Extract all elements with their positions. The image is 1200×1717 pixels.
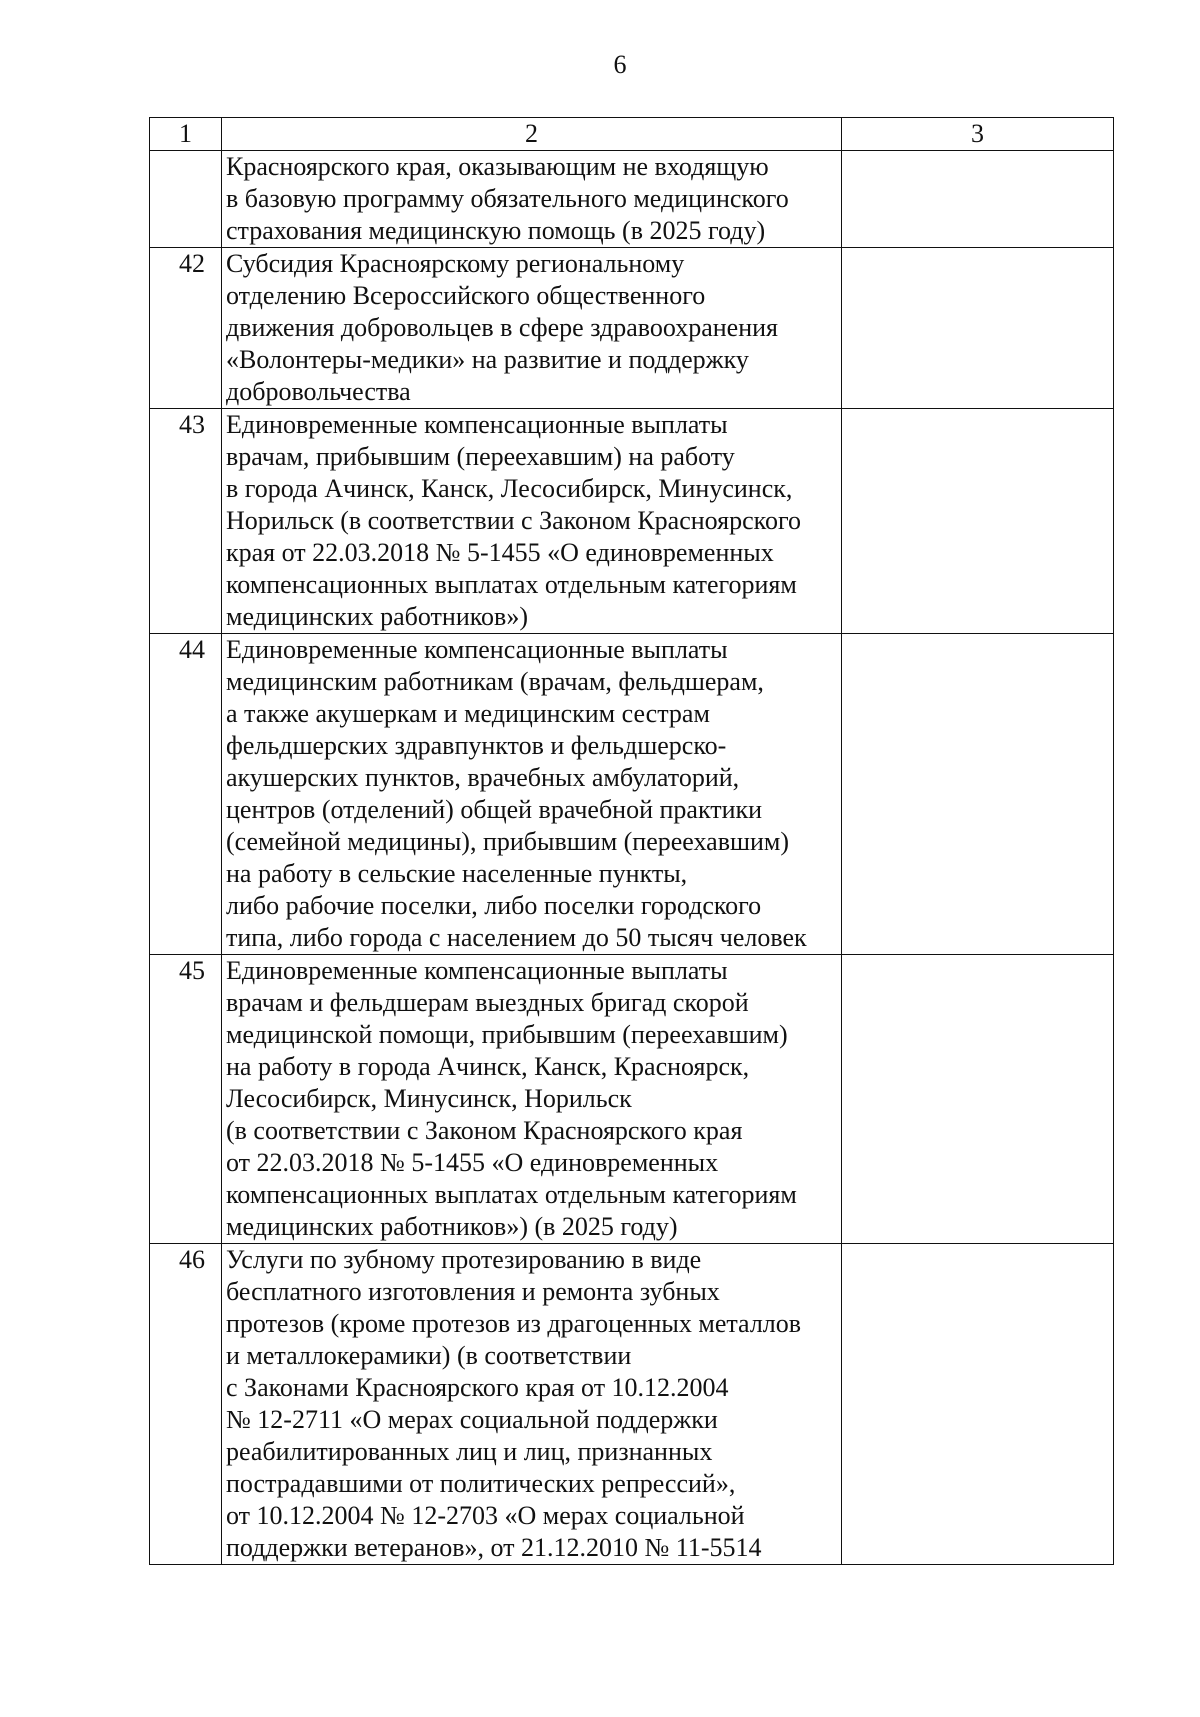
description-line: в города Ачинск, Канск, Лесосибирск, Минусинск, bbox=[226, 474, 793, 503]
description-line: медицинским работникам (врачам, фельдшерам, bbox=[226, 667, 764, 696]
description-line: на работу в города Ачинск, Канск, Красноярск, bbox=[226, 1052, 750, 1081]
table-row bbox=[150, 248, 1114, 409]
description-line: от 22.03.2018 № 5-1455 «О единовременных bbox=[226, 1148, 719, 1177]
row-col3 bbox=[842, 409, 1114, 634]
table-row bbox=[150, 634, 1114, 955]
description-line: Услуги по зубному протезированию в виде bbox=[226, 1245, 702, 1274]
description-line: № 12-2711 «О мерах социальной поддержки bbox=[226, 1405, 718, 1434]
row-col3 bbox=[842, 955, 1114, 1244]
description-line: на работу в сельские населенные пункты, bbox=[226, 859, 688, 888]
row-number: 46 bbox=[150, 1244, 222, 1565]
table-row bbox=[150, 955, 1114, 1244]
description-line: отделению Всероссийского общественного bbox=[226, 281, 706, 310]
row-number: 45 bbox=[150, 955, 222, 1244]
description-line: (семейной медицины), прибывшим (переехавшим) bbox=[226, 827, 790, 856]
description-line: либо рабочие поселки, либо поселки городского bbox=[226, 891, 762, 920]
document-table bbox=[149, 117, 1114, 1565]
row-col3 bbox=[842, 151, 1114, 248]
row-col3 bbox=[842, 634, 1114, 955]
description-line: поддержки ветеранов», от 21.12.2010 № 11-5514 bbox=[226, 1533, 762, 1562]
description-line: компенсационных выплатах отдельным категориям bbox=[226, 570, 797, 599]
table-row bbox=[150, 1244, 1114, 1565]
description-line: медицинской помощи, прибывшим (переехавшим) bbox=[226, 1020, 788, 1049]
description-line: Красноярского края, оказывающим не входящую bbox=[226, 152, 769, 181]
row-number: 44 bbox=[150, 634, 222, 955]
description-line: реабилитированных лиц и лиц, признанных bbox=[226, 1437, 713, 1466]
description-line: «Волонтеры-медики» на развитие и поддержку bbox=[226, 345, 749, 374]
row-number: 43 bbox=[150, 409, 222, 634]
table-header-row bbox=[150, 118, 1114, 151]
row-description bbox=[222, 634, 842, 955]
header-col-1: 1 bbox=[150, 118, 222, 151]
row-description bbox=[222, 1244, 842, 1565]
description-line: медицинских работников») (в 2025 году) bbox=[226, 1212, 678, 1241]
page-number: 6 bbox=[613, 50, 627, 79]
row-description bbox=[222, 409, 842, 634]
description-line: Лесосибирск, Минусинск, Норильск bbox=[226, 1084, 632, 1113]
header-col-3: 3 bbox=[842, 118, 1114, 151]
description-line: движения добровольцев в сфере здравоохранения bbox=[226, 313, 779, 342]
row-col3 bbox=[842, 1244, 1114, 1565]
description-line: (в соответствии с Законом Красноярского края bbox=[226, 1116, 743, 1145]
description-line: пострадавшими от политических репрессий», bbox=[226, 1469, 736, 1498]
row-description bbox=[222, 248, 842, 409]
description-line: акушерских пунктов, врачебных амбулаторий, bbox=[226, 763, 740, 792]
description-line: а также акушеркам и медицинским сестрам bbox=[226, 699, 710, 728]
description-line: края от 22.03.2018 № 5-1455 «О единовременных bbox=[226, 538, 774, 567]
row-number: 42 bbox=[150, 248, 222, 409]
description-line: от 10.12.2004 № 12-2703 «О мерах социальной bbox=[226, 1501, 745, 1530]
description-line: Единовременные компенсационные выплаты bbox=[226, 956, 728, 985]
row-description bbox=[222, 151, 842, 248]
description-line: с Законами Красноярского края от 10.12.2004 bbox=[226, 1373, 729, 1402]
description-line: бесплатного изготовления и ремонта зубных bbox=[226, 1277, 720, 1306]
description-line: центров (отделений) общей врачебной практики bbox=[226, 795, 763, 824]
description-line: врачам и фельдшерам выездных бригад скорой bbox=[226, 988, 749, 1017]
description-line: Единовременные компенсационные выплаты bbox=[226, 635, 728, 664]
description-line: компенсационных выплатах отдельным категориям bbox=[226, 1180, 797, 1209]
description-line: и металлокерамики) (в соответствии bbox=[226, 1341, 632, 1370]
description-line: медицинских работников») bbox=[226, 602, 528, 631]
header-col-2: 2 bbox=[222, 118, 842, 151]
description-line: фельдшерских здравпунктов и фельдшерско- bbox=[226, 731, 727, 760]
description-line: типа, либо города с населением до 50 тысяч человек bbox=[226, 923, 807, 952]
description-line: протезов (кроме протезов из драгоценных металлов bbox=[226, 1309, 802, 1338]
description-line: Субсидия Красноярскому региональному bbox=[226, 249, 685, 278]
description-line: врачам, прибывшим (переехавшим) на работу bbox=[226, 442, 735, 471]
row-description bbox=[222, 955, 842, 1244]
description-line: Единовременные компенсационные выплаты bbox=[226, 410, 728, 439]
description-line: в базовую программу обязательного медицинского bbox=[226, 184, 789, 213]
row-number bbox=[150, 151, 222, 248]
description-line: страхования медицинскую помощь (в 2025 году) bbox=[226, 216, 766, 245]
table-row bbox=[150, 409, 1114, 634]
description-line: Норильск (в соответствии с Законом Красноярского bbox=[226, 506, 801, 535]
table-row bbox=[150, 151, 1114, 248]
row-col3 bbox=[842, 248, 1114, 409]
description-line: добровольчества bbox=[226, 377, 411, 406]
